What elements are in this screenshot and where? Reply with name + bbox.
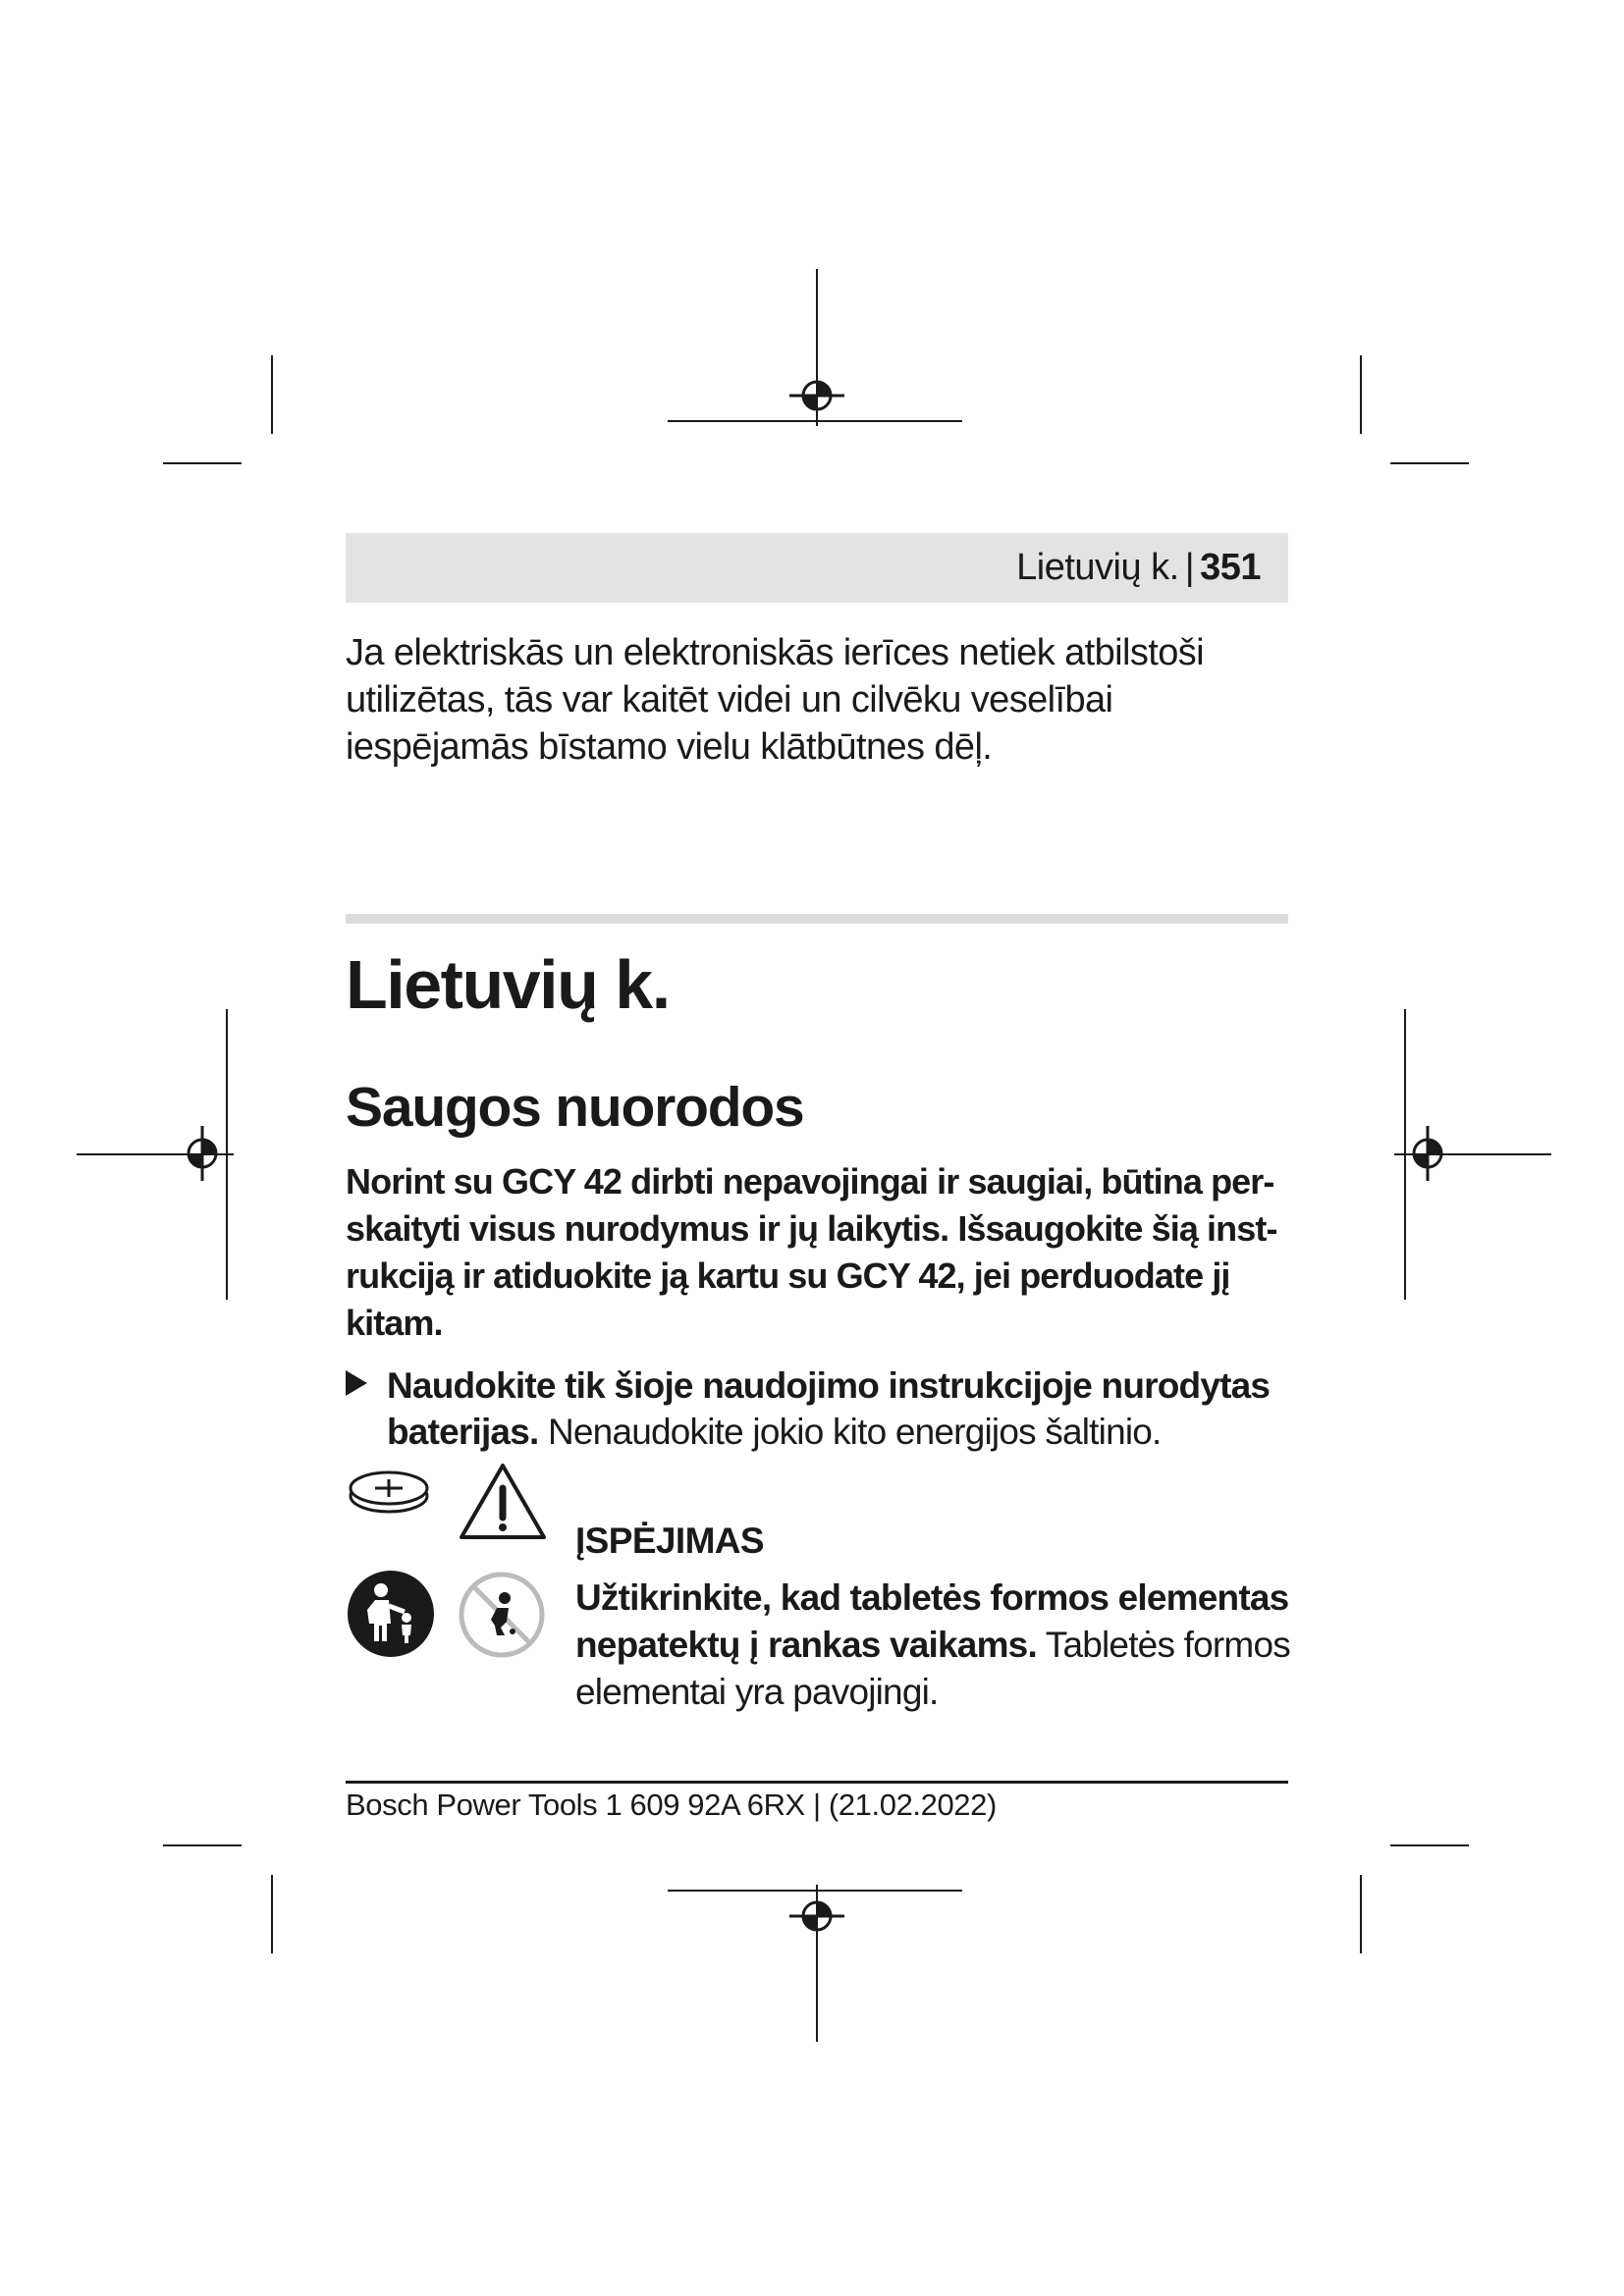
header-section: Lietuvių k. — [1016, 547, 1179, 588]
crop-mark — [271, 1875, 273, 1953]
header-separator: | — [1184, 547, 1195, 588]
crop-mark — [163, 462, 242, 464]
bullet-bold-text: Naudokite tik šioje naudojimo instrukcijoje nurodytas baterijas. — [387, 1365, 1271, 1452]
warning-bold-text: Užtikrinkite, kad tabletės formos elementas nepatektų į rankas vaikams. — [575, 1577, 1289, 1665]
crop-mark — [1360, 1875, 1362, 1953]
crop-mark — [1360, 355, 1362, 434]
safety-intro: Norint su GCY 42 dirbti nepavojingai ir saugiai, būtina per-skaityti visus nurodymus ir jų laikytis. Išsaugokite šią inst-rukciją ir atiduokite ją kartu su GCY 42, jei perduodate jį kitam. — [346, 1161, 1277, 1343]
bullet-normal-text: Nenaudokite jokio kito energijos šaltinio. — [538, 1412, 1162, 1452]
coin-battery-icon — [348, 1468, 430, 1516]
registration-mark-icon — [1398, 1124, 1457, 1183]
footer-divider — [346, 1781, 1288, 1784]
keep-away-from-children-icon — [346, 1569, 436, 1659]
warning-normal-text: Tabletės formos elementai yra pavojingi. — [575, 1625, 1290, 1712]
warning-triangle-icon — [458, 1461, 548, 1541]
crop-mark — [271, 355, 273, 434]
warning-body — [575, 1575, 1292, 1716]
intro-paragraph: Ja elektriskās un elektroniskās ierīces netiek atbilstoši utilizētas, tās var kaitēt videi un cilvēku veselībai iespējamās bīstamo vielu klātbūtnes dēļ. — [346, 632, 1204, 768]
no-swallow-icon — [458, 1571, 546, 1659]
safety-bullet — [346, 1362, 1288, 1455]
header-label — [1016, 543, 1261, 592]
page-number: 351 — [1200, 547, 1261, 588]
crop-mark — [1390, 462, 1469, 464]
section-title: Saugos nuorodos — [346, 1076, 804, 1139]
registration-mark-icon — [787, 366, 846, 425]
crop-mark — [1390, 1844, 1469, 1846]
section-divider — [346, 914, 1288, 924]
footer-text: Bosch Power Tools 1 609 92A 6RX | (21.02.2022) — [346, 1788, 997, 1822]
crop-mark — [163, 1844, 242, 1846]
registration-mark-icon — [173, 1124, 232, 1183]
bullet-arrow-icon — [346, 1370, 367, 1396]
language-title: Lietuvių k. — [346, 946, 670, 1023]
page-header — [346, 533, 1288, 603]
warning-heading: ĮSPĖJIMAS — [575, 1521, 764, 1561]
registration-mark-icon — [787, 1887, 846, 1946]
